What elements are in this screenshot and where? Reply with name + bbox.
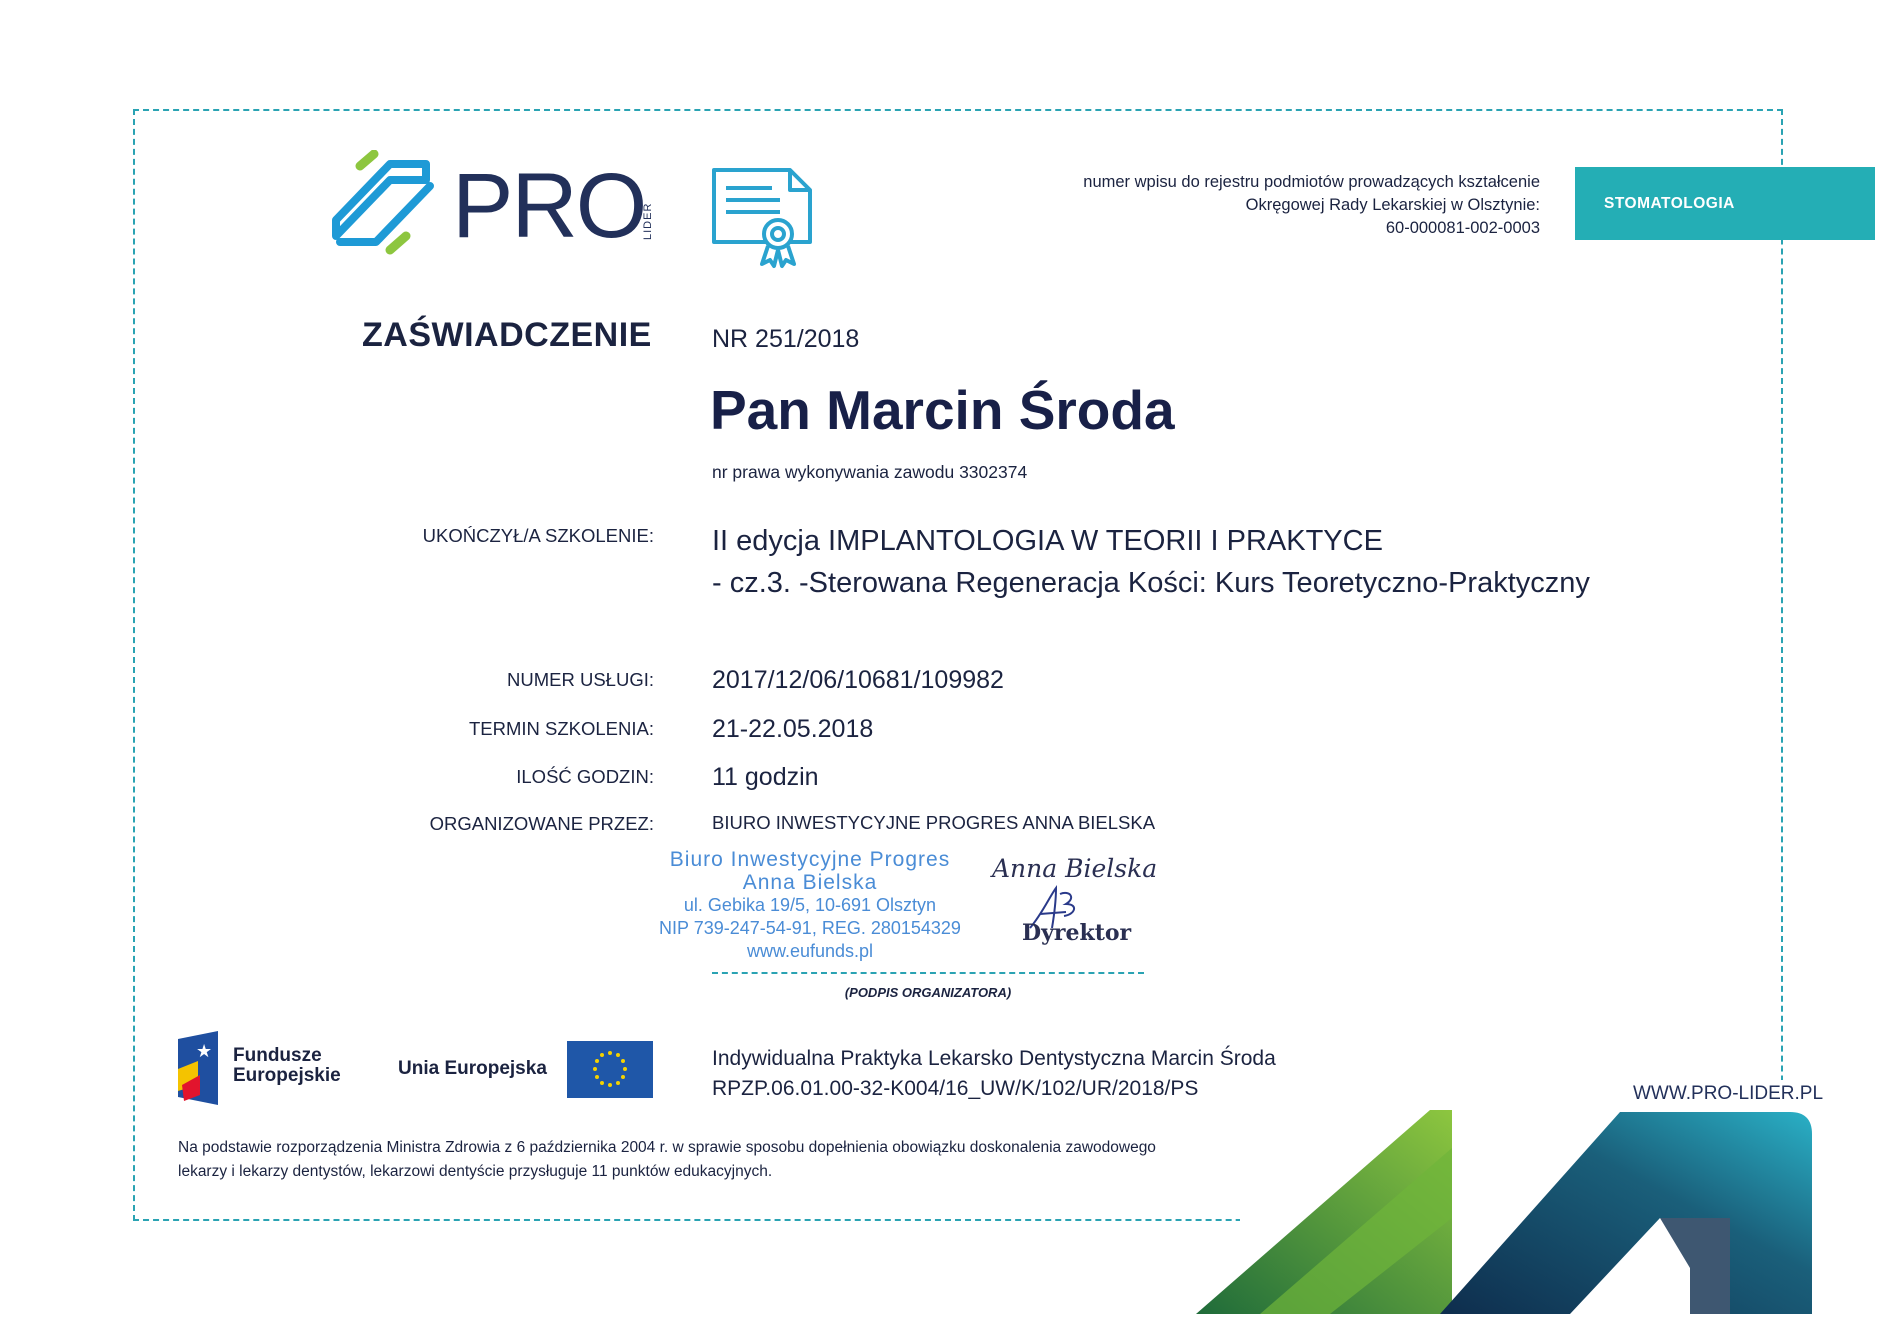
training-date-label: TERMIN SZKOLENIA: xyxy=(468,718,654,739)
course-line-2: - cz.3. -Sterowana Regeneracja Kości: Kurs Teoretyczno-Praktyczny xyxy=(712,567,1590,599)
fe-line-1: Fundusze xyxy=(233,1045,322,1066)
fe-line-2: Europejskie xyxy=(233,1065,341,1086)
signature-caption: (PODPIS ORGANIZATORA) xyxy=(844,985,1012,1000)
fundusze-europejskie-text xyxy=(233,1046,341,1086)
service-number-value: 2017/12/06/10681/109982 xyxy=(712,666,1004,694)
course-label: UKOŃCZYŁ/A SZKOLENIE: xyxy=(422,525,654,546)
logo-brand-text: PRO xyxy=(452,155,646,257)
registry-line-2: Okręgowej Rady Lekarskiej w Olsztynie: xyxy=(1245,196,1540,214)
project-info xyxy=(712,1044,1276,1104)
stamp-line-5: www.eufunds.pl xyxy=(746,941,874,961)
license-number: nr prawa wykonywania zawodu 3302374 xyxy=(712,462,1028,482)
unia-europejska-text: Unia Europejska xyxy=(398,1058,547,1079)
project-line-1: Indywidualna Praktyka Lekarsko Dentystyczna Marcin Środa xyxy=(712,1047,1276,1070)
course-name xyxy=(712,520,1590,604)
signature-line xyxy=(712,972,1144,974)
project-code: RPZP.06.01.00-32-K004/16_UW/K/102/UR/2018/PS xyxy=(712,1077,1199,1100)
logo-sub-text: LIDER xyxy=(642,202,654,240)
signer-name: Anna Bielska xyxy=(992,854,1158,883)
registry-number: 60-000081-002-0003 xyxy=(1385,219,1540,237)
footer-line-2: lekarzy i lekarzy dentystów, lekarzowi dentyście przysługuje 11 punktów edukacyjnych. xyxy=(178,1163,773,1180)
website-link: WWW.PRO-LIDER.PL xyxy=(1633,1083,1824,1104)
signer-role: Dyrektor xyxy=(1022,920,1132,946)
footer-line-1: Na podstawie rozporządzenia Ministra Zdrowia z 6 października 2004 r. w sprawie sposobu dopełnienia obowiązku doskonalenia zawodowego xyxy=(178,1139,1156,1156)
stamp-line-2: Anna Bielska xyxy=(742,871,878,894)
fundusze-europejskie-logo-icon xyxy=(178,1031,218,1105)
svg-text:★: ★ xyxy=(196,1041,213,1062)
hours-value: 11 godzin xyxy=(712,763,819,791)
recipient-name: Pan Marcin Środa xyxy=(710,379,1175,441)
eu-flag-icon xyxy=(567,1041,653,1098)
organizer-stamp xyxy=(640,848,980,963)
course-line-1: II edycja IMPLANTOLOGIA W TEORII I PRAKTYCE xyxy=(712,525,1383,557)
specialty-badge: STOMATOLOGIA xyxy=(1575,167,1875,240)
stamp-line-3: ul. Gebika 19/5, 10-691 Olsztyn xyxy=(683,895,937,915)
stamp-line-1: Biuro Inwestycyjne Progres xyxy=(669,848,951,871)
certificate-icon xyxy=(710,166,816,269)
legal-footer xyxy=(178,1136,1156,1184)
registry-line-1: numer wpisu do rejestru podmiotów prowadzących kształcenie xyxy=(1083,173,1540,191)
pro-lider-logo-icon xyxy=(330,150,435,255)
registry-info xyxy=(1083,171,1540,240)
stamp-line-4: NIP 739-247-54-91, REG. 280154329 xyxy=(659,918,961,938)
organizer-label: ORGANIZOWANE PRZEZ: xyxy=(429,813,654,834)
certificate-title: ZAŚWIADCZENIE xyxy=(362,316,652,354)
hours-label: ILOŚĆ GODZIN: xyxy=(516,766,654,787)
organizer-value: BIURO INWESTYCYJNE PROGRES ANNA BIELSKA xyxy=(712,812,1156,833)
certificate-number: NR 251/2018 xyxy=(712,325,860,353)
decorative-corner-graphic xyxy=(1190,1108,1820,1314)
training-date-value: 21-22.05.2018 xyxy=(712,715,874,743)
service-number-label: NUMER USŁUGI: xyxy=(507,669,654,690)
